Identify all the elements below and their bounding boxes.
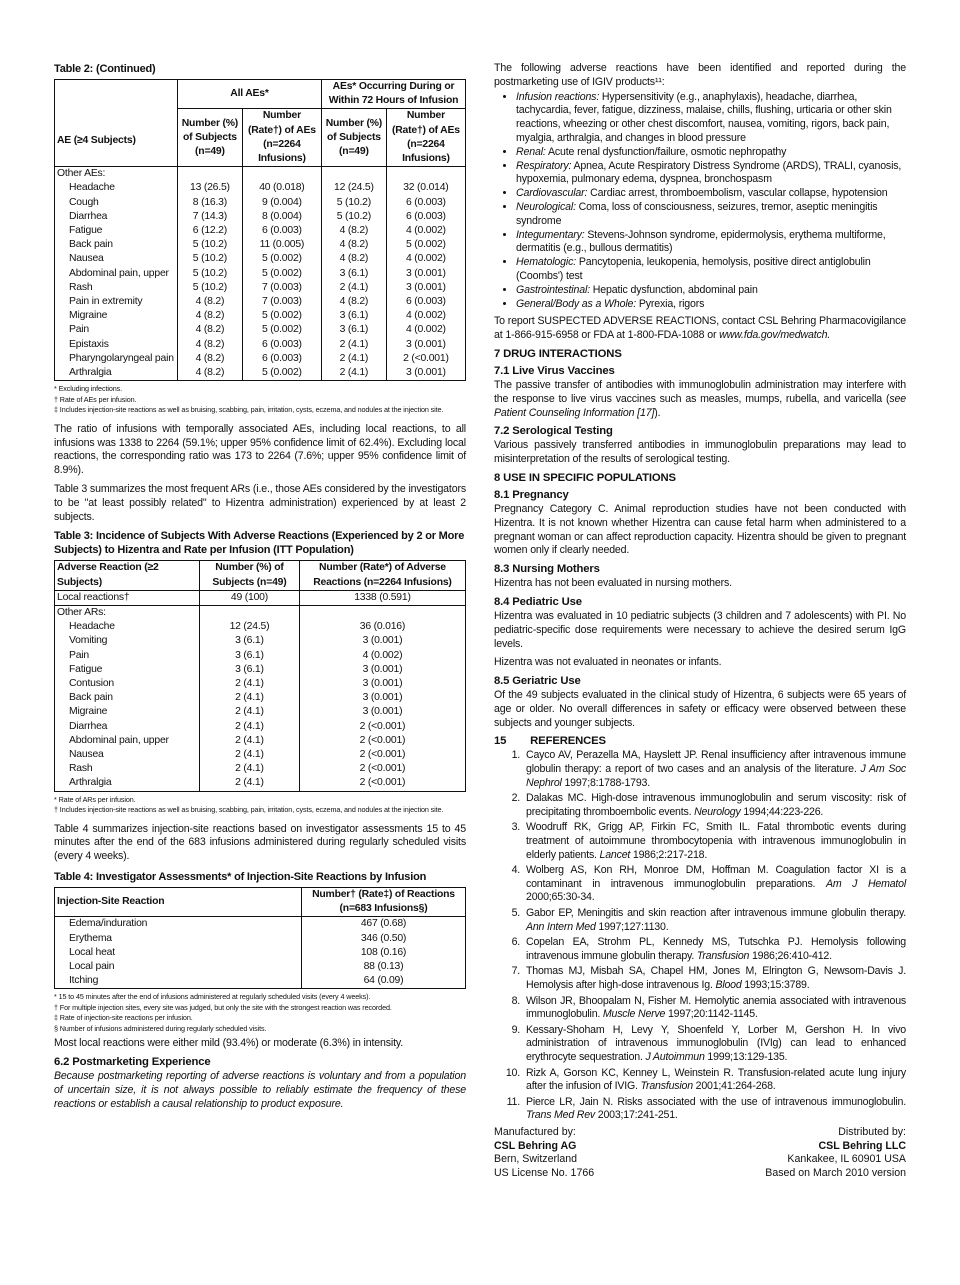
table-row [55, 620, 466, 634]
distributor-label: Distributed by: [838, 1125, 906, 1138]
table-row [55, 267, 466, 281]
table-row [55, 748, 466, 762]
reference-item: 7. Thomas MJ, Misbah SA, Chapel HM, Jones M, Elrington G, Newsom-Davis J. Hemolysis after high-dose intravenous Ig. Blood 1993;15:3789. [511, 965, 906, 991]
ae-rate: 5 (0.002) [242, 252, 321, 266]
section-8-3-text: Hizentra has not been evaluated in nursing mothers. [494, 577, 732, 590]
table-row [55, 366, 466, 381]
reference-item: 6. Copelan EA, Strohm PL, Kennedy MS, Tutschka PJ. Hemolysis following intravenous immune globulin therapy. Transfusion 1986;26:410-412. [511, 936, 906, 962]
table2-header-ae: AE (≥4 Subjects) [55, 80, 178, 167]
reference-item: 2. Dalakas MC. High-dose intravenous immunoglobulin and serum viscosity: risk of precipitating thromboembolic events. Neurology 1994;44:223-226. [511, 792, 906, 818]
ae-rate: 6 (0.003) [242, 352, 321, 366]
table4-footnotes [54, 992, 466, 1034]
ae-rate-72h: 6 (0.003) [406, 210, 446, 222]
list-item: • Hematologic: Pancytopenia, leukopenia, hemolysis, positive direct antiglobulin (Coombs') test [516, 256, 906, 284]
ae-name: Epistaxis [55, 338, 178, 352]
section-8-1-text: Pregnancy Category C. Animal reproduction studies have not been conducted with Hizentra. It is not known whether Hizentra can cause fetal harm when administered to a pregnant woman or can affect reproduction capacity. Hizentra should be given to pregnant women only if clearly needed. [494, 502, 906, 557]
subjects-count: 3 (6.1) [200, 634, 300, 648]
manufacturer-block [494, 1126, 594, 1180]
subjects-count: 4 (8.2) [178, 309, 243, 323]
ae-rate: 5 (0.002) [242, 323, 321, 337]
ar-rate: 3 (0.001) [362, 692, 403, 704]
table-row [55, 720, 466, 734]
ar-rate: 4 (0.002) [362, 649, 403, 661]
ar-name: Nausea [55, 748, 200, 762]
table3-header-num-pct: Number (%) of Subjects (n=49) [200, 561, 300, 590]
reaction-count: 108 (0.16) [360, 946, 407, 958]
ar-name: Pain [55, 649, 200, 663]
manufacturer-license: US License No. 1766 [494, 1166, 595, 1179]
version-note: Based on March 2010 version [765, 1166, 906, 1179]
reference-item: 8. Wilson JR, Bhoopalam N, Fisher M. Hemolytic anemia associated with intravenous immunoglobulin. Muscle Nerve 1997;20:1142-1145. [511, 994, 906, 1021]
ae-name: Abdominal pain, upper [55, 267, 178, 281]
table-row [55, 663, 466, 677]
subjects-count: 13 (26.5) [178, 181, 243, 195]
reaction-name: Itching [55, 974, 302, 989]
table4-header-isr: Injection-Site Reaction [55, 887, 302, 916]
list-item: • Gastrointestinal: Hepatic dysfunction, abdominal pain [516, 284, 906, 298]
subjects-count: 7 (14.3) [178, 210, 243, 224]
paragraph-local-reactions: Most local reactions were either mild (93.4%) or moderate (6.3%) in intensity. [54, 1037, 404, 1050]
ar-name: Migraine [55, 705, 200, 719]
distributor-name: CSL Behring LLC [818, 1139, 906, 1152]
footnote: † For multiple injection sites, every site was judged, but only the site with the strongest reaction was recorded. [54, 1002, 392, 1012]
list-item: • General/Body as a Whole: Pyrexia, rigors [516, 298, 906, 312]
subjects-count: 3 (6.1) [200, 649, 300, 663]
section-7-1-text: The passive transfer of antibodies with immunoglobulin administration may interfere with the response to live virus vaccines such as measles, mumps, rubella, and varicella (see Patient Counseling Information [17]). [494, 378, 906, 419]
paragraph-table4-intro: Table 4 summarizes injection-site reactions based on investigator assessments 15 to 45 minutes after the end of the 683 infusions administered during regularly scheduled visits (every 4 weeks). [54, 822, 466, 863]
ae-name: Diarrhea [55, 210, 178, 224]
section-6-2-heading: 6.2 Postmarketing Experience [54, 1056, 211, 1069]
footer [494, 1126, 906, 1180]
subjects-count-72h: 2 (4.1) [321, 352, 386, 366]
ae-rate-72h: 3 (0.001) [406, 367, 446, 379]
section-8-5-heading: 8.5 Geriatric Use [494, 675, 581, 688]
subjects-count: 4 (8.2) [178, 366, 243, 381]
section-8-4-text: Hizentra was evaluated in 10 pediatric subjects (3 children and 7 adolescents) with PI. No pediatric-specific dose requirements were necessary to achieve the desired serum IgG levels. [494, 609, 906, 650]
ae-rate-72h: 4 (0.002) [406, 225, 446, 237]
subjects-count: 5 (10.2) [178, 252, 243, 266]
section-8-4-heading: 8.4 Pediatric Use [494, 595, 582, 608]
subjects-count-72h: 2 (4.1) [321, 338, 386, 352]
section-8-4-text-2: Hizentra was not evaluated in neonates or infants. [494, 656, 722, 669]
reference-item: 9. Kessary-Shoham H, Levy Y, Shoenfeld Y, Lorber M, Gershon H. In vivo administration of intravenous immunoglobulin (IVIg) can lead to enhanced erythrocyte sequestration. J Autoimmun 1999;13:129-135. [511, 1023, 906, 1063]
ae-rate: 11 (0.005) [242, 238, 321, 252]
ae-rate: 7 (0.003) [242, 281, 321, 295]
subjects-count-72h: 4 (8.2) [321, 295, 386, 309]
table2-header-num-pct: Number (%) of Subjects (n=49) [178, 109, 243, 167]
ar-rate: 2 (<0.001) [359, 763, 406, 775]
medwatch-link[interactable]: www.fda.gov/medwatch. [719, 329, 831, 342]
subjects-count: 2 (4.1) [200, 677, 300, 691]
table-row [55, 181, 466, 195]
reaction-count: 88 (0.13) [363, 961, 404, 972]
footnote: † Includes injection-site reactions as well as bruising, scabbing, pain, irritation, cysts, eczema, and nodules at the injection site. [54, 805, 444, 815]
references-list [494, 749, 906, 1122]
table-row [55, 762, 466, 776]
ar-name: Contusion [55, 677, 200, 691]
footnote: * Rate of ARs per infusion. [54, 794, 136, 804]
table-row [55, 649, 466, 663]
reaction-count: 467 (0.68) [360, 918, 407, 930]
table4-caption: Table 4: Investigator Assessments* of Injection-Site Reactions by Infusion [54, 870, 427, 883]
subjects-count: 2 (4.1) [200, 734, 300, 748]
ae-rate-72h: 32 (0.014) [403, 182, 449, 194]
footnote: ‡ Rate of injection-site reactions per infusion. [54, 1013, 193, 1023]
reference-item: 5. Gabor EP, Meningitis and skin reaction after intravenous immune globulin therapy. Ann Intern Med 1997;127:1130. [511, 907, 906, 933]
ar-rate: 2 (<0.001) [359, 777, 406, 789]
subjects-count: 5 (10.2) [178, 267, 243, 281]
section-8-heading: 8 USE IN SPECIFIC POPULATIONS [494, 471, 676, 484]
ae-rate-72h: 2 (<0.001) [403, 352, 449, 364]
subjects-count-72h: 3 (6.1) [321, 309, 386, 323]
table-row [55, 932, 466, 946]
reaction-name: Local heat [55, 946, 302, 960]
section-6-2-text: Because postmarketing reporting of adverse reactions is voluntary and from a population of uncertain size, it is not always possible to reliably estimate the frequency of these reactions or establish a causal relationship to product exposure. [54, 1070, 466, 1110]
table4-header-num: Number† (Rate‡) of Reactions (n=683 Infusions§) [302, 887, 466, 916]
subjects-count: 4 (8.2) [178, 352, 243, 366]
ae-rate: 6 (0.003) [242, 224, 321, 238]
table2-header-num-pct2: Number (%) of Subjects (n=49) [321, 109, 386, 167]
table3-header-num-rate: Number (Rate*) of Adverse Reactions (n=2264 Infusions) [299, 561, 465, 590]
footnote: † Rate of AEs per infusion. [54, 394, 137, 404]
left-column [54, 62, 466, 1117]
ar-rate: 3 (0.001) [362, 663, 403, 675]
reference-item: 10. Rizk A, Gorson KC, Kenney L, Weinstein R. Transfusion-related acute lung injury after the infusion of IVIG. Transfusion 2001;41:264-268. [505, 1066, 906, 1093]
table2-header-within72: AEs* Occurring During or Within 72 Hours of Infusion [321, 80, 465, 109]
paragraph-table3-intro: Table 3 summarizes the most frequent ARs (i.e., those AEs considered by the investigators to be "at least possibly related" to Hizentra administration) experienced by at least 2 subjects. [54, 482, 466, 523]
ae-name: Back pain [55, 238, 178, 252]
ae-rate: 5 (0.002) [242, 309, 321, 323]
list-item: • Infusion reactions: Hypersensitivity (e.g., anaphylaxis), headache, diarrhea, tachycardia, fever, fatigue, dizziness, malaise, chills, flushing, urticaria or other skin reactions, wheezing or other chest discomfort, nausea, vomiting, rigors, back pain, myalgia, arthralgia, and changes in blood pressure [516, 91, 906, 146]
subjects-count-72h: 4 (8.2) [321, 224, 386, 238]
subjects-count-72h: 5 (10.2) [321, 210, 386, 224]
table-row [55, 238, 466, 252]
ae-name: Arthralgia [55, 366, 178, 381]
ae-name: Cough [55, 196, 178, 210]
ar-name: Rash [55, 762, 200, 776]
table-row [55, 974, 466, 989]
subjects-count: 5 (10.2) [178, 238, 243, 252]
section-7-1-heading: 7.1 Live Virus Vaccines [494, 364, 615, 377]
table2-header-all-aes: All AEs* [178, 80, 322, 109]
reaction-name: Erythema [55, 932, 302, 946]
table3 [54, 560, 466, 791]
list-item: • Neurological: Coma, loss of consciousness, seizures, tremor, aseptic meningitis syndrome [516, 201, 906, 229]
ae-name: Migraine [55, 309, 178, 323]
reaction-name: Local pain [55, 960, 302, 974]
footnote: ‡ Includes injection-site reactions as well as bruising, scabbing, pain, irritation, cysts, eczema, and nodules at the injection site. [54, 405, 444, 415]
ae-name: Pain in extremity [55, 295, 178, 309]
ae-rate-72h: 4 (0.002) [406, 253, 446, 265]
ar-rate: 2 (<0.001) [359, 720, 406, 732]
ar-rate: 36 (0.016) [359, 621, 406, 633]
ae-rate: 40 (0.018) [242, 181, 321, 195]
distributor-city: Kankakee, IL 60901 USA [787, 1153, 906, 1166]
ar-name: Arthralgia [55, 776, 200, 791]
table3-caption: Table 3: Incidence of Subjects With Adverse Reactions (Experienced by 2 or More Subjects) to Hizentra and Rate per Infusion (ITT Population) [54, 530, 465, 557]
postmarketing-list [494, 91, 906, 312]
table-row [55, 677, 466, 691]
subjects-count: 4 (8.2) [178, 338, 243, 352]
table-row [55, 210, 466, 224]
ae-rate-72h: 4 (0.002) [406, 310, 446, 322]
section-7-2-heading: 7.2 Serological Testing [494, 425, 613, 438]
subjects-count-72h: 4 (8.2) [321, 238, 386, 252]
subjects-count: 2 (4.1) [200, 776, 300, 791]
ae-name: Pain [55, 323, 178, 337]
manufacturer-name: CSL Behring AG [494, 1139, 577, 1152]
ae-name: Nausea [55, 252, 178, 266]
reaction-name: Edema/induration [55, 917, 302, 932]
ae-rate-72h: 6 (0.003) [406, 296, 446, 308]
section-7-heading: 7 DRUG INTERACTIONS [494, 347, 622, 360]
reaction-count: 346 (0.50) [360, 932, 407, 944]
ar-name: Abdominal pain, upper [55, 734, 200, 748]
table-row [55, 691, 466, 705]
subjects-count: 3 (6.1) [200, 663, 300, 677]
section-8-1-heading: 8.1 Pregnancy [494, 488, 569, 501]
table3-group-label: Other ARs: [55, 605, 200, 620]
ae-rate: 9 (0.004) [242, 196, 321, 210]
section-7-2-text: Various passively transferred antibodies in immunoglobulin preparations may lead to misinterpretation of the results of serological testing. [494, 439, 906, 466]
table-row [55, 705, 466, 719]
reaction-count: 64 (0.09) [363, 975, 404, 987]
subjects-count: 2 (4.1) [200, 720, 300, 734]
table2-caption: Table 2: (Continued) [54, 63, 156, 75]
table-row [55, 224, 466, 238]
ae-name: Pharyngolaryngeal pain [55, 352, 178, 366]
table2 [54, 79, 466, 381]
table-row [55, 960, 466, 974]
ae-name: Headache [55, 181, 178, 195]
subjects-count: 2 (4.1) [200, 762, 300, 776]
subjects-count-72h: 3 (6.1) [321, 267, 386, 281]
footnote: * 15 to 45 minutes after the end of infusions administered at regularly scheduled visits (every 4 weeks). [54, 992, 371, 1002]
ar-rate: 2 (<0.001) [359, 748, 406, 760]
table-row [55, 196, 466, 210]
subjects-count: 2 (4.1) [200, 748, 300, 762]
ar-name: Diarrhea [55, 720, 200, 734]
paragraph-ratio: The ratio of infusions with temporally associated AEs, including local reactions, to all infusions was 1338 to 2264 (59.1%; upper 95% confidence limit of 62.4%). Excluding local reactions, the corresponding ratio was 173 to 2264 (7.6%; upper 95% confidence limit of 8.9%). [54, 422, 466, 477]
reference-item: 4. Wolberg AS, Kon RH, Monroe DM, Hoffman M. Coagulation factor XI is a contaminant in intravenous immunoglobulin preparations. Am J Hematol 2000;65:30-34. [511, 864, 907, 904]
list-item: • Integumentary: Stevens-Johnson syndrome, epidermolysis, erythema multiforme, dermatitis (e.g., bullous dermatitis) [516, 229, 906, 257]
subjects-count: 4 (8.2) [178, 295, 243, 309]
ae-rate: 5 (0.002) [242, 267, 321, 281]
ae-rate-72h: 3 (0.001) [406, 281, 446, 293]
list-item: • Renal: Acute renal dysfunction/failure, osmotic nephropathy [516, 146, 906, 160]
subjects-count: 8 (16.3) [178, 196, 243, 210]
subjects-count: 2 (4.1) [200, 705, 300, 719]
ae-rate-72h: 3 (0.001) [406, 338, 446, 350]
table4 [54, 887, 466, 989]
table-row [55, 776, 466, 791]
subjects-count-72h: 2 (4.1) [321, 281, 386, 295]
ar-rate: 3 (0.001) [362, 706, 403, 718]
ar-name: Back pain [55, 691, 200, 705]
ae-rate: 6 (0.003) [242, 338, 321, 352]
table3-header-ar: Adverse Reaction (≥2 Subjects) [55, 561, 200, 590]
table-row [55, 634, 466, 648]
footnote: § Number of infusions administered during regularly scheduled visits. [54, 1023, 267, 1033]
table-row [55, 734, 466, 748]
ae-rate: 8 (0.004) [242, 210, 321, 224]
ae-rate-72h: 5 (0.002) [406, 239, 446, 251]
section-8-5-text: Of the 49 subjects evaluated in the clinical study of Hizentra, 6 subjects were 65 years of age or older. No overall differences in safety or efficacy were observed between these subjects and younger subjects. [494, 689, 906, 729]
table-row [55, 338, 466, 352]
ar-rate: 3 (0.001) [362, 677, 403, 689]
table3-local-pct: 49 (100) [200, 590, 300, 605]
table-row [55, 323, 466, 337]
table-row [55, 352, 466, 366]
ar-rate: 3 (0.001) [362, 635, 403, 647]
ae-rate-72h: 3 (0.001) [406, 267, 446, 279]
ae-name: Rash [55, 281, 178, 295]
table-row [55, 917, 466, 932]
list-item: • Respiratory: Apnea, Acute Respiratory Distress Syndrome (ARDS), TRALI, cyanosis, hypoxemia, pulmonary edema, dyspnea, bronchospasm [516, 160, 906, 188]
distributor-block [765, 1126, 906, 1180]
table2-header-num-rate2: Number (Rate†) of AEs (n=2264 Infusions) [386, 109, 465, 167]
subjects-count-72h: 5 (10.2) [321, 196, 386, 210]
table2-header-num-rate: Number (Rate†) of AEs (n=2264 Infusions) [242, 109, 321, 167]
section-15-heading: 15 REFERENCES [494, 735, 606, 748]
section-8-3-heading: 8.3 Nursing Mothers [494, 563, 600, 576]
ar-name: Headache [55, 620, 200, 634]
table2-group-label: Other AEs: [55, 167, 178, 182]
ae-rate-72h: 6 (0.003) [406, 196, 446, 208]
reference-item: 3. Woodruff RK, Grigg AP, Firkin FC, Smith IL. Fatal thrombotic events during treatment of autoimmune thrombocytopenia with intravenous immunoglobulin in elderly patients. Lancet 1986;2:217-218. [511, 821, 906, 861]
subjects-count-72h: 12 (24.5) [321, 181, 386, 195]
list-item: • Cardiovascular: Cardiac arrest, thromboembolism, vascular collapse, hypotension [516, 187, 906, 201]
subjects-count: 5 (10.2) [178, 281, 243, 295]
ar-rate: 2 (<0.001) [359, 734, 406, 746]
ae-name: Fatigue [55, 224, 178, 238]
subjects-count-72h: 2 (4.1) [321, 366, 386, 381]
subjects-count: 12 (24.5) [200, 620, 300, 634]
subjects-count-72h: 4 (8.2) [321, 252, 386, 266]
ar-name: Vomiting [55, 634, 200, 648]
ae-rate-72h: 4 (0.002) [406, 324, 446, 336]
subjects-count: 6 (12.2) [178, 224, 243, 238]
table-row [55, 281, 466, 295]
subjects-count-72h: 3 (6.1) [321, 323, 386, 337]
table-row [55, 309, 466, 323]
manufacturer-label: Manufactured by: [494, 1125, 576, 1138]
ar-name: Fatigue [55, 663, 200, 677]
manufacturer-city: Bern, Switzerland [494, 1153, 578, 1166]
footnote: * Excluding infections. [54, 384, 123, 394]
report-paragraph: To report SUSPECTED ADVERSE REACTIONS, contact CSL Behring Pharmacovigilance at 1-866-915-6958 or FDA at 1-800-FDA-1088 or www.fda.gov/medwatch. [494, 315, 906, 342]
ae-rate: 5 (0.002) [242, 366, 321, 381]
right-column [494, 62, 906, 1180]
subjects-count: 4 (8.2) [178, 323, 243, 337]
table2-footnotes [54, 384, 466, 416]
reference-item: 1. Cayco AV, Perazella MA, Hayslett JP. Renal insufficiency after intravenous immune globulin therapy: a report of two cases and an analysis of the literature. J Am Soc Nephrol 1997;8:1788-1793. [511, 749, 906, 789]
table3-local-label: Local reactions† [55, 590, 200, 605]
table-row [55, 946, 466, 960]
table-row [55, 252, 466, 266]
reference-item: 11. Pierce LR, Jain N. Risks associated with the use of intravenous immunoglobulin. Trans Med Rev 2003;17:241-251. [506, 1095, 906, 1122]
table3-footnotes [54, 795, 466, 816]
ae-rate: 7 (0.003) [242, 295, 321, 309]
table-row [55, 295, 466, 309]
postmarketing-intro: The following adverse reactions have been identified and reported during the postmarketing use of IGIV products¹¹: [494, 62, 906, 88]
table3-local-rate: 1338 (0.591) [299, 590, 465, 605]
subjects-count: 2 (4.1) [200, 691, 300, 705]
